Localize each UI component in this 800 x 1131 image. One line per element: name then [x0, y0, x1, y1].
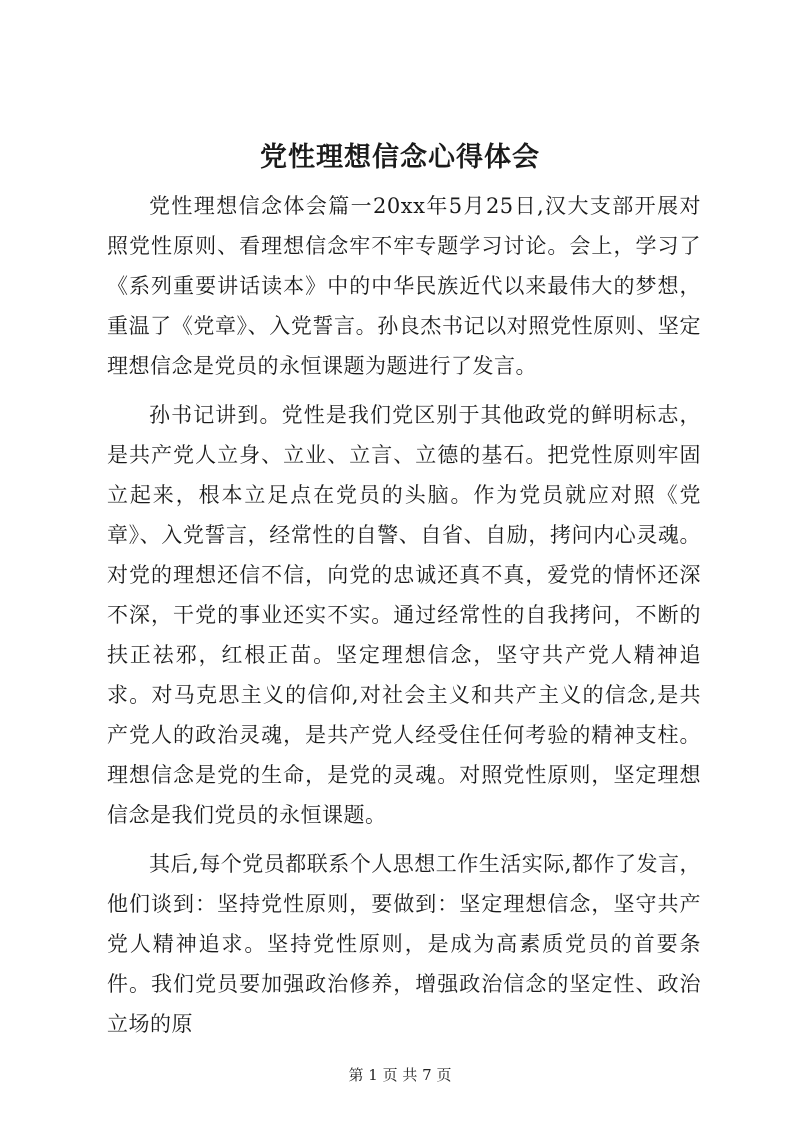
- paragraph-3: 其后,每个党员都联系个人思想工作生活实际,都作了发言，他们谈到：坚持党性原则，要做到：坚定理想信念，坚守共产党人精神追求。坚持党性原则，是成为高素质党员的首要条件。我们党员要加强政治修养，增强政治信念的坚定性、政治立场的原: [107, 852, 701, 1036]
- paragraph-2: 孙书记讲到。党性是我们党区别于其他政党的鲜明标志，是共产党人立身、立业、立言、立德的基石。把党性原则牢固立起来，根本立足点在党员的头脑。作为党员就应对照《党章》、入党誓言，经常性的自警、自省、自励，拷问内心灵魂。对党的理想还信不信，向党的忠诚还真不真，爱党的情怀还深不深，干党的事业还实不实。通过经常性的自我拷问，不断的扶正祛邪，红根正苗。坚定理想信念，坚守共产党人精神追求。对马克思主义的信仰,对社会主义和共产主义的信念,是共产党人的政治灵魂，是共产党人经受住任何考验的精神支柱。理想信念是党的生命，是党的灵魂。对照党性原则，坚定理想信念是我们党员的永恒课题。: [107, 403, 701, 827]
- document-body: [107, 186, 701, 1044]
- paragraph-1: 党性理想信念体会篇一20xx年5月25日,汉大支部开展对照党性原则、看理想信念牢不牢专题学习讨论。会上，学习了《系列重要讲话读本》中的中华民族近代以来最伟大的梦想，重温了《党章》、入党誓言。孙良杰书记以对照党性原则、坚定理想信念是党员的永恒课题为题进行了发言。: [107, 194, 701, 378]
- document-title: 党性理想信念心得体会: [260, 142, 540, 173]
- page-number-footer: 第 1 页 共 7 页: [348, 1066, 452, 1084]
